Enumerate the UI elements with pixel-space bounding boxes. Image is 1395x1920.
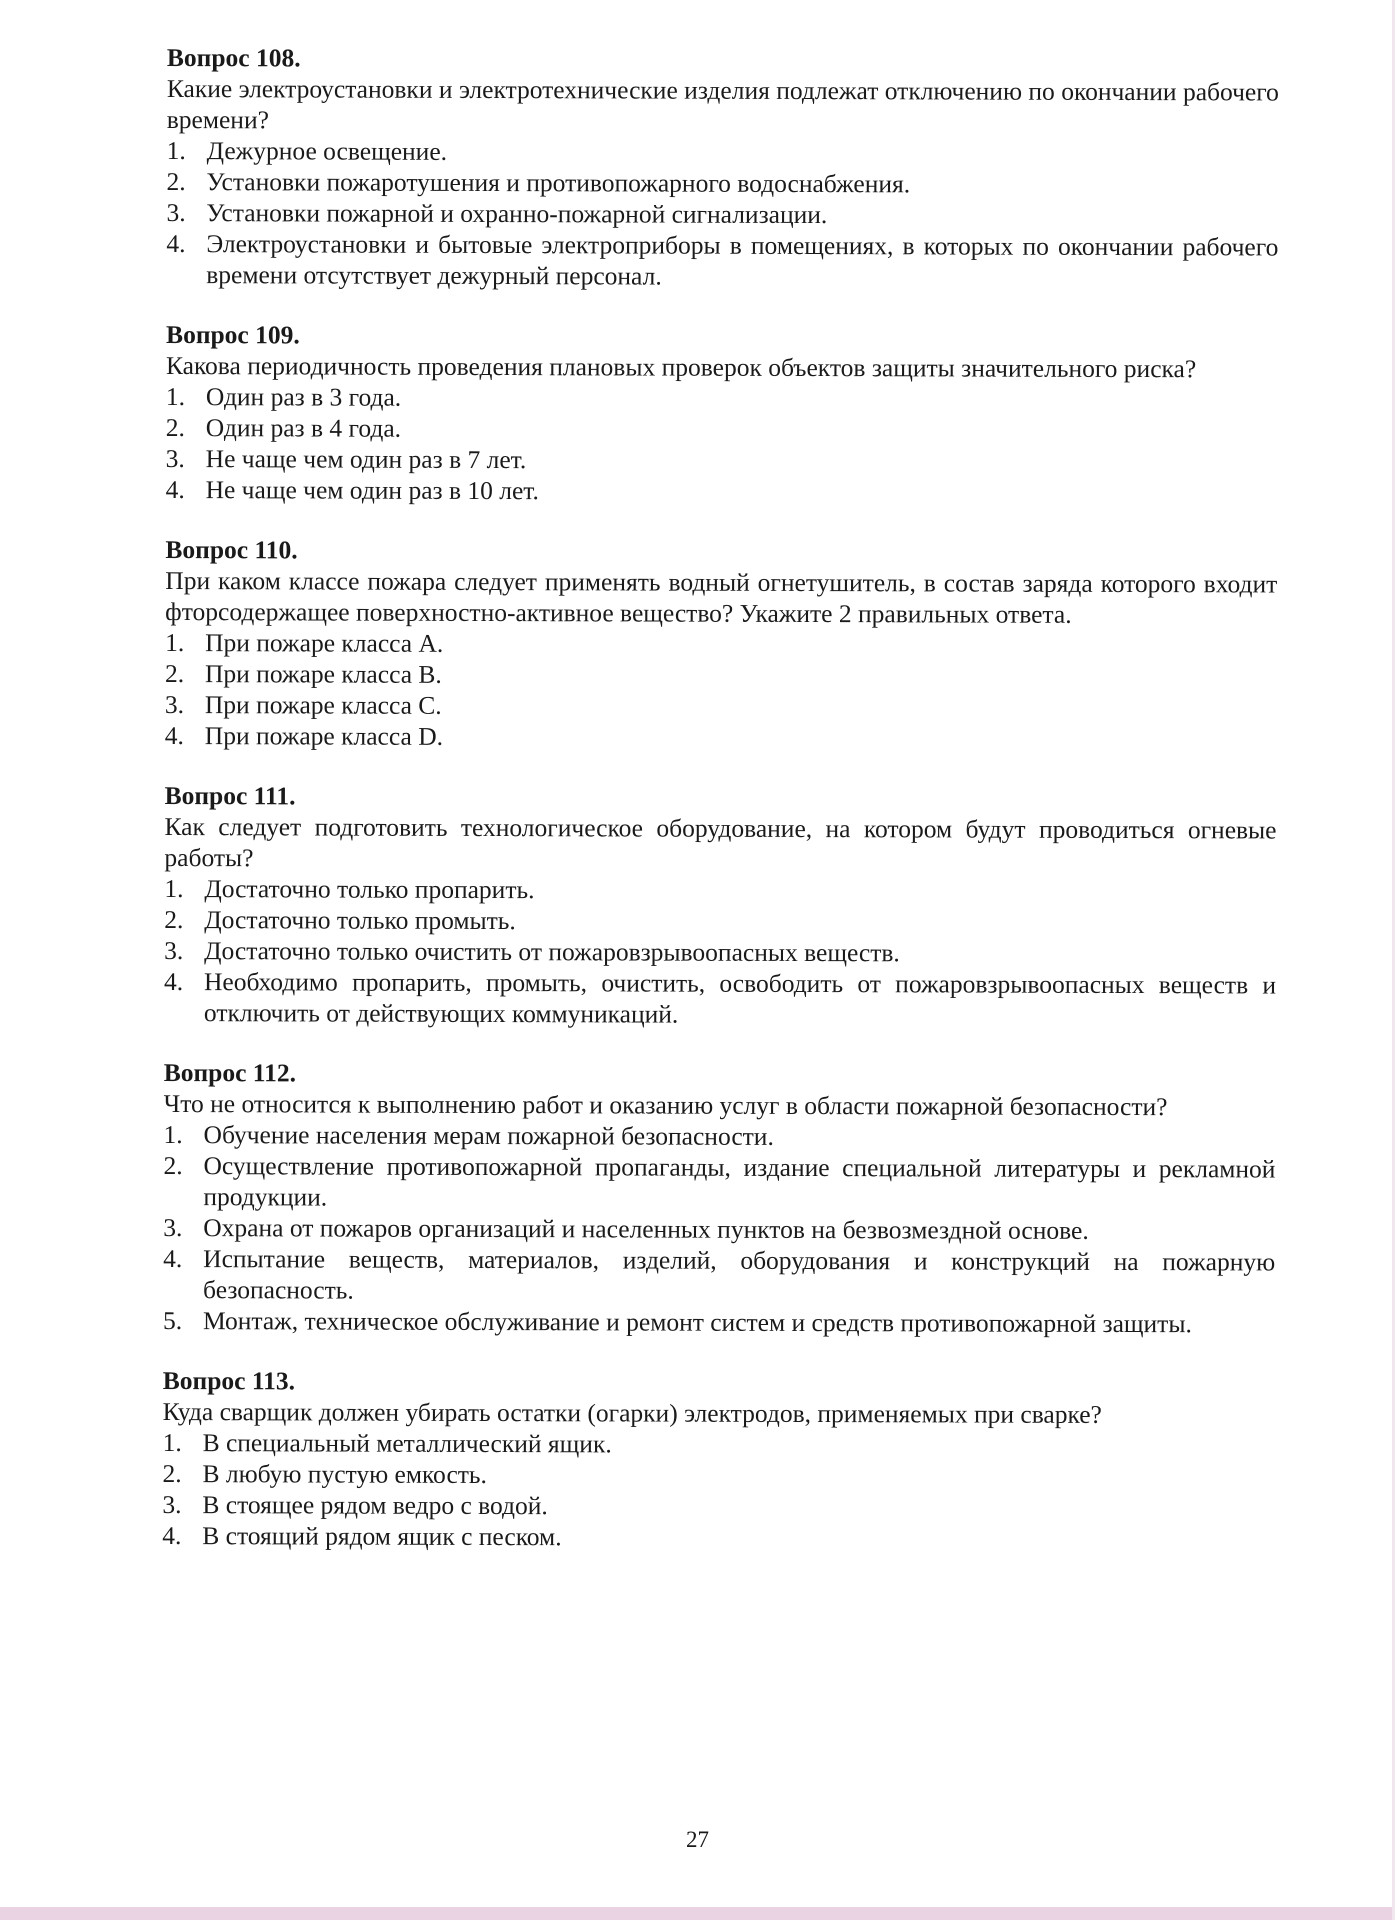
question-113 [162,1365,1275,1554]
answer-number: 3. [164,689,185,720]
answer-list [166,381,1278,508]
question-title: Вопрос 111. [164,780,296,811]
answer-number: 2. [165,412,185,443]
answer-number: 1. [165,381,186,412]
answer-number: 2. [164,658,185,689]
answer-number: 3. [166,197,186,228]
question-title: Вопрос 109. [166,319,300,350]
answer-item [166,228,1278,293]
answer-text: Монтаж, техническое обслуживание и ремонт систем и средств противопожарной защиты. [202,1306,1192,1339]
answer-item [165,689,1277,723]
answer-number: 3. [164,935,184,966]
question-text: Как следует подготовить технологическое оборудование, на котором будут проводиться огневые работы? [164,811,1277,873]
answer-number: 4. [164,720,184,751]
answer-text: Не чаще чем один раз в 10 лет. [205,475,539,506]
answer-list [165,627,1277,754]
answer-list [164,873,1276,1031]
answer-number: 1. [164,873,184,904]
answer-number: 1. [165,627,185,658]
question-title: Вопрос 110. [165,534,298,565]
answer-item [162,1489,1274,1523]
answer-item [164,1119,1276,1153]
answer-text: Дежурное освещение. [206,136,448,166]
answer-item [166,443,1278,477]
answer-text: В стоящий рядом ящик с песком. [202,1521,562,1552]
answer-item [164,873,1276,907]
answer-text: В специальный металлический ящик. [202,1428,612,1459]
answer-number: 2. [164,904,184,935]
answer-item [166,381,1278,415]
question-110 [165,534,1278,754]
question-text: Какова периодичность проведения плановых проверок объектов защиты значительного риска? [165,350,1197,384]
answer-item [163,1243,1275,1308]
answer-text: Осуществление противопожарной пропаганды, издание специальной литературы и рекламной продукции. [203,1151,1276,1212]
answer-item [165,720,1277,754]
answer-number: 2. [163,1150,183,1181]
answer-text: Не чаще чем один раз в 7 лет. [205,444,527,475]
answer-text: При пожаре класса С. [204,690,442,720]
questions-content [162,42,1279,1554]
question-109 [166,319,1279,508]
answer-text: Установки пожаротушения и противопожарного водоснабжения. [206,167,911,199]
answer-number: 5. [162,1305,183,1336]
answer-text: В любую пустую емкость. [202,1459,487,1490]
answer-text: Достаточно только промыть. [204,905,516,936]
answer-text: Охрана от пожаров организаций и населенных пунктов на безвозмездной основе. [203,1213,1089,1245]
answer-list [166,135,1278,293]
answer-number: 4. [163,1243,183,1274]
answer-item [167,135,1279,169]
answer-text: Установки пожарной и охранно-пожарной сигнализации. [206,198,828,230]
answer-number: 4. [162,1520,182,1551]
question-112 [163,1057,1276,1339]
answer-item [166,474,1278,508]
question-text: При каком классе пожара следует применять водный огнетушитель, в состав заряда которого входит фторсодержащее поверхностно-активное вещество? Укажите 2 правильных ответа. [165,565,1278,629]
answer-text: Электроустановки и бытовые электроприборы в помещениях, в которых по окончании рабочего времени отсутствует дежурный персонал. [206,229,1279,291]
answer-item [163,1212,1275,1246]
question-111 [164,780,1277,1031]
answer-text: Достаточно только пропарить. [204,874,535,905]
question-title: Вопрос 113. [162,1365,296,1396]
answer-list [162,1427,1274,1554]
answer-number: 2. [166,166,186,197]
question-title: Вопрос 108. [166,42,301,73]
answer-text: При пожаре класса В. [204,659,442,689]
answer-text: При пожаре класса А. [205,628,444,658]
answer-list [163,1119,1276,1339]
page-number: 27 [686,1827,709,1852]
answer-text: При пожаре класса D. [204,721,444,751]
question-text: Какие электроустановки и электротехнические изделия подлежат отключению по окончании рабочего времени? [166,73,1279,135]
answer-text: В стоящее рядом ведро с водой. [202,1490,548,1521]
answer-item [164,966,1276,1031]
answer-number: 4. [166,228,186,259]
question-108 [166,42,1279,293]
answer-item [164,935,1276,969]
answer-text: Обучение населения мерам пожарной безопасности. [203,1120,774,1151]
answer-text: Один раз в 4 года. [205,413,402,443]
answer-item [167,166,1279,200]
question-title: Вопрос 112. [163,1057,297,1088]
answer-number: 1. [162,1427,182,1458]
answer-item [162,1458,1274,1492]
question-text: Что не относится к выполнению работ и оказанию услуг в области пожарной безопасности? [163,1088,1168,1122]
answer-number: 3. [165,443,185,474]
answer-text: Испытание веществ, материалов, изделий, оборудования и конструкций на пожарную безопасность. [203,1244,1276,1305]
answer-item [162,1520,1274,1554]
answer-item [165,658,1277,692]
answer-item [165,627,1277,661]
answer-item [166,412,1278,446]
answer-number: 3. [163,1212,183,1243]
answer-number: 1. [163,1119,183,1150]
question-text: Куда сварщик должен убирать остатки (огарки) электродов, применяемых при сварке? [162,1396,1102,1429]
answer-item [163,1427,1275,1461]
answer-number: 2. [162,1458,182,1489]
answer-text: Достаточно только очистить от пожаровзрывоопасных веществ. [204,936,900,968]
answer-item [164,904,1276,938]
answer-number: 3. [162,1489,182,1520]
answer-item [163,1305,1275,1339]
answer-text: Необходимо пропарить, промыть, очистить, освободить от пожаровзрывоопасных веществ и отключить от действующих коммуникаций. [203,967,1277,1029]
answer-number: 4. [164,966,184,997]
answer-item [163,1150,1275,1215]
scan-edge-bottom [0,1907,1395,1920]
answer-text: Один раз в 3 года. [205,382,402,412]
answer-number: 4. [165,474,185,505]
answer-item [166,197,1278,231]
answer-number: 1. [166,135,186,166]
